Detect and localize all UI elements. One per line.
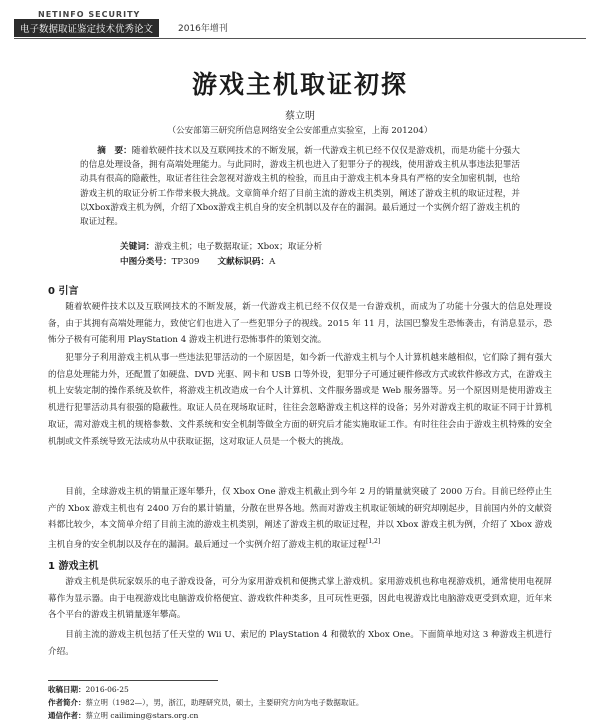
section-heading: 0 引言	[48, 286, 79, 297]
doc-code-value: A	[269, 257, 276, 267]
author-name: 蔡立明	[285, 111, 315, 122]
footnote-divider	[48, 680, 218, 681]
received-date	[48, 684, 558, 695]
header-divider	[14, 38, 586, 39]
body-paragraph: 随着软硬件技术以及互联网技术的不断发展，新一代游戏主机已经不仅仅是一台游戏机，而成为了功能十分强大的信息处理设备，由于其拥有高端处理能力，致使它们也进入了一些犯罪分子的视线。2015 年 11 月，法国巴黎发生恐怖袭击，有消息显示，恐怖分子极有可能利用 PlayStation 4 游戏主机进行恐怖事件的策划交流。	[48, 302, 552, 346]
abstract	[80, 144, 520, 229]
issue-label: 2016年增刊	[178, 24, 228, 34]
corresponding-author	[48, 710, 558, 721]
body-paragraph: 目前主流的游戏主机包括了任天堂的 Wii U、索尼的 PlayStation 4 和微软的 Xbox One。下面简单地对这 3 种游戏主机进行介绍。	[48, 630, 552, 657]
journal-english-name: NETINFO SECURITY	[38, 10, 141, 19]
abstract-label: 摘 要：	[97, 146, 132, 156]
abstract-text: 随着软硬件技术以及互联网技术的不断发展，新一代游戏主机已经不仅仅是游戏机，而是功能十分强大的信息处理设备，拥有高端处理能力。与此同时，游戏主机也进入了犯罪分子的视线，使用游戏主机从事违法犯罪活动具有很高的隐蔽性，取证者往往会忽视对游戏主机的检验，而且由于游戏主机本身具有严格的安全加密机制，也给游戏主机的取证分析工作带来极大挑战。文章简单介绍了目前主流的游戏主机类别，阐述了游戏主机的取证过程，并以Xbox游戏主机为例，介绍了Xbox游戏主机自身的安全机制以及存在的漏洞。最后通过一个实例介绍了游戏主机的取证过程。	[80, 146, 520, 228]
body-text: 目前，全球游戏主机的销量正逐年攀升，仅 Xbox One 游戏主机截止到今年 2 月的销量就突破了 2000 万台。目前已经停止生产的 Xbox 游戏主机也有 2400 万台的累计销量，分散在世界各地。然而对游戏主机取证领域的研究却刚起步，目前国内外的文献资料都比较少，本文简单介绍了目前主流的游戏主机类别，阐述了游戏主机的取证过程，并以 Xbox 游戏主机为例，介绍了 Xbox 游戏主机自身的安全机制以及存在的漏洞。最后通过一个实例介绍了游戏主机的取证过程	[48, 487, 552, 550]
contact-label: 通信作者：	[48, 711, 86, 720]
body-paragraph: 犯罪分子利用游戏主机从事一些违法犯罪活动的一个原因是，如今新一代游戏主机与个人计算机越来越相似，它们除了拥有强大的信息处理能力外，还配置了如硬盘、DVD 光驱、网卡和 USB 口等外设，犯罪分子可通过硬件修改方式或软件修改方式，在游戏主机上安装定制的操作系统及软件，将游戏主机改造成一台个人计算机、文件服务器或是 Web 服务器等。另一个原因则是使用游戏主机进行犯罪活动具有很强的隐蔽性。取证人员在现场取证时，往往会忽略游戏主机这样的设备；另外对游戏主机的取证不同于计算机取证，需对游戏主机的规格参数、文件系统和安全机制等做全方面的研究后才能实施取证工作。有时往往会由于游戏主机特殊的安全机制或文件系统导致无法成功从中获取证据，这对取证人员是一个极大的挑战。	[48, 353, 552, 447]
keywords	[120, 240, 322, 252]
keywords-text: 游戏主机；电子数据取证；Xbox；取证分析	[154, 242, 323, 252]
received-label: 收稿日期：	[48, 685, 86, 694]
author-bio	[48, 697, 558, 708]
bio-label: 作者简介：	[48, 698, 86, 707]
body-paragraph	[48, 484, 552, 554]
doc-code-label: 文献标识码：	[217, 257, 270, 267]
received-value: 2016-06-25	[85, 685, 129, 694]
clc-value: TP309	[171, 257, 200, 267]
section-heading: 1 游戏主机	[48, 561, 99, 572]
article-title: 游戏主机取证初探	[191, 70, 408, 99]
body-paragraph: 游戏主机是供玩家娱乐的电子游戏设备，可分为家用游戏机和便携式掌上游戏机。家用游戏机也称电视游戏机，通常使用电视屏幕作为显示器。由于电视游戏比电脑游戏价格便宜、游戏软件种类多，且可玩性更强，因此电视游戏比电脑游戏更受到欢迎，近年来各个平台的游戏主机销量逐年攀高。	[48, 577, 552, 621]
citation: [1,2]	[365, 538, 381, 546]
journal-header	[14, 10, 586, 40]
bio-value: 蔡立明（1982—），男，浙江，助理研究员，硕士，主要研究方向为电子数据取证。	[85, 698, 364, 707]
journal-chinese-name: 电子数据取证鉴定技术优秀论文	[14, 19, 159, 37]
contact-value: 蔡立明 cailiming@stars.org.cn	[85, 711, 199, 720]
keywords-label: 关键词：	[120, 242, 155, 252]
classification	[120, 255, 275, 267]
author-affiliation: （公安部第三研究所信息网络安全公安部重点实验室，上海 201204）	[167, 126, 433, 136]
clc-label: 中图分类号：	[120, 257, 172, 267]
